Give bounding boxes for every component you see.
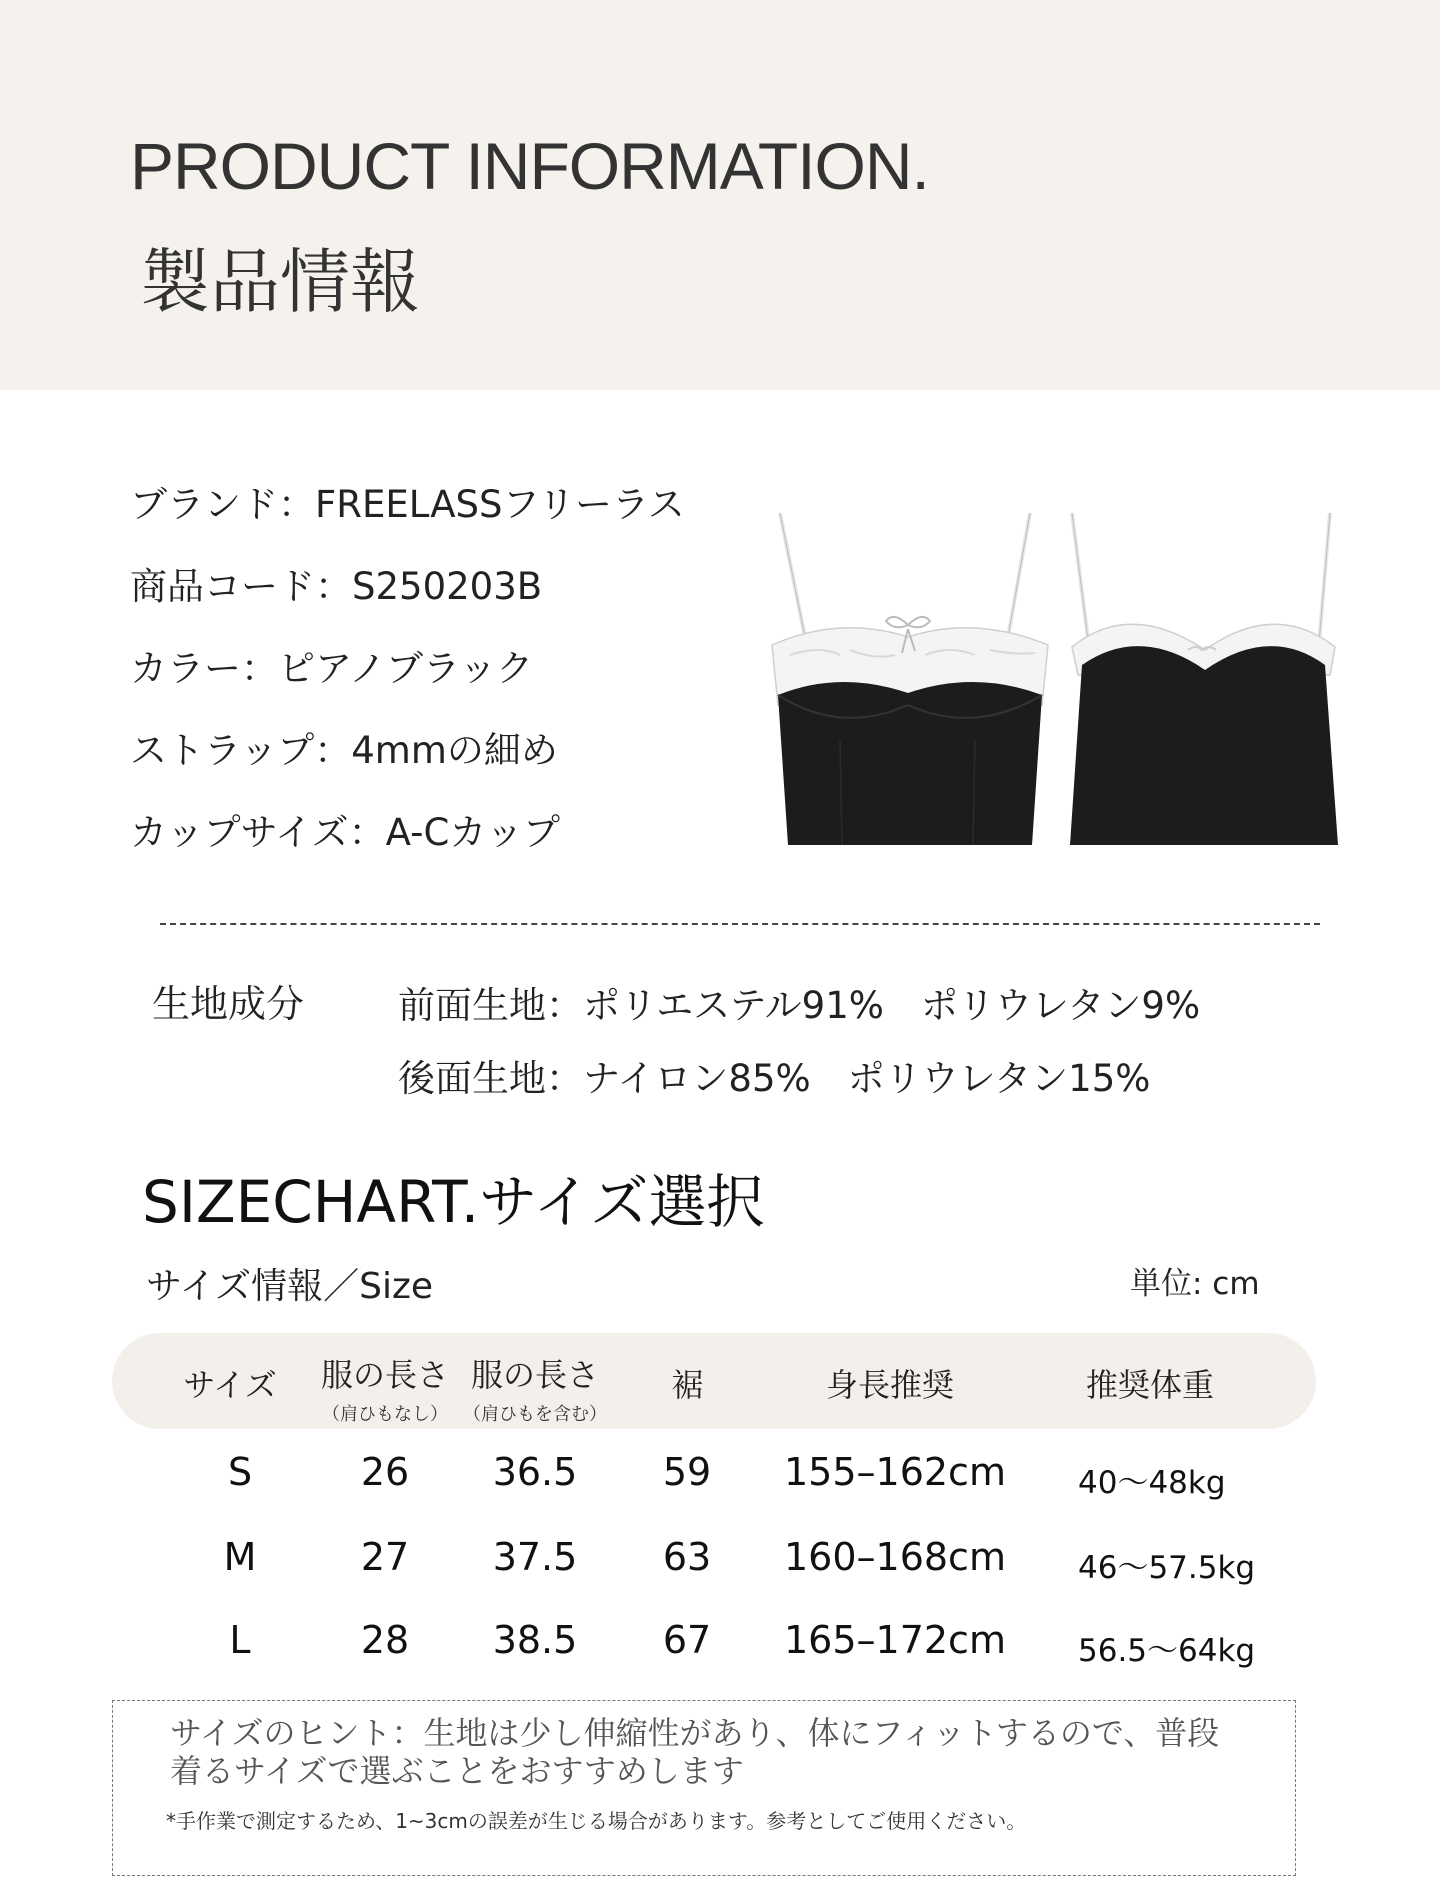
table-cell: 46～57.5kg	[1078, 1550, 1256, 1586]
table-cell: 28	[360, 1618, 410, 1662]
table-cell: 40～48kg	[1078, 1465, 1226, 1501]
table-cell: 155–162cm	[784, 1450, 1006, 1494]
header-length-no-strap: 服の長さ （肩ひもなし）	[320, 1356, 449, 1425]
product-front-image	[760, 505, 1060, 850]
table-cell: 63	[662, 1535, 712, 1579]
header-hem: 裾	[671, 1366, 704, 1404]
product-back-image	[1060, 505, 1350, 850]
header-height: 身長推奨	[825, 1366, 954, 1404]
spec-color: カラー：ピアノブラック	[130, 647, 534, 690]
table-cell: 56.5～64kg	[1078, 1633, 1256, 1669]
fabric-back: 後面生地：ナイロン85% ポリウレタン15%	[398, 1057, 1151, 1100]
size-hint-text: サイズのヒント：生地は少し伸縮性があり、体にフィットするので、普段着るサイズで選ぶことをおすすめします	[170, 1714, 1220, 1790]
header-weight: 推奨体重	[1085, 1366, 1214, 1404]
table-cell-size: S	[227, 1450, 253, 1494]
table-cell: 37.5	[492, 1535, 578, 1579]
fabric-front: 前面生地：ポリエステル91% ポリウレタン9%	[398, 984, 1201, 1027]
size-info-label: サイズ情報／Size	[146, 1266, 434, 1307]
measurement-disclaimer: *手作業で測定するため、1~3cmの誤差が生じる場合があります。参考としてご使用ください。	[166, 1809, 1027, 1833]
table-cell: 27	[360, 1535, 410, 1579]
table-cell: 36.5	[492, 1450, 578, 1494]
fabric-title: 生地成分	[152, 982, 305, 1026]
table-cell: 165–172cm	[784, 1618, 1006, 1662]
table-cell-size: L	[229, 1618, 251, 1662]
page-title-jp: 製品情報	[140, 241, 420, 323]
header-length-with-strap: 服の長さ （肩ひもを含む）	[463, 1356, 607, 1425]
spec-strap: ストラップ：4mmの細め	[130, 729, 558, 772]
section-divider	[160, 923, 1320, 925]
table-cell: 38.5	[492, 1618, 578, 1662]
unit-label: 単位: cm	[1130, 1266, 1260, 1302]
table-cell: 59	[662, 1450, 712, 1494]
sizechart-title: SIZECHART.サイズ選択	[142, 1168, 765, 1236]
spec-cup-size: カップサイズ：A-Cカップ	[130, 811, 560, 854]
spec-brand: ブランド：FREELASSフリーラス	[130, 483, 685, 526]
page-title-en: PRODUCT INFORMATION.	[130, 129, 929, 203]
header-size: サイズ	[183, 1366, 277, 1404]
table-cell: 67	[662, 1618, 712, 1662]
table-cell-size: M	[223, 1535, 257, 1579]
table-cell: 160–168cm	[784, 1535, 1006, 1579]
spec-product-code: 商品コード：S250203B	[130, 565, 543, 608]
table-cell: 26	[360, 1450, 410, 1494]
